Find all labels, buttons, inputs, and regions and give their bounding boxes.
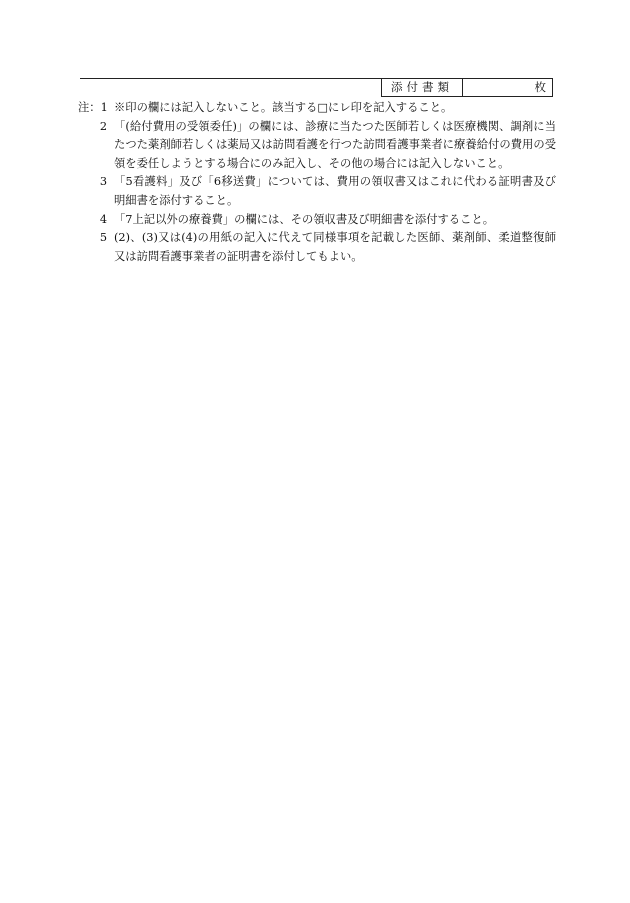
- note-item: [78, 118, 556, 174]
- attachment-count-field[interactable]: [463, 78, 552, 96]
- note-number: 3: [99, 175, 107, 189]
- note-item: [78, 211, 556, 230]
- note-item: [78, 173, 556, 210]
- note-text: 「(給付費用の受領委任)」の欄には、診療に当たつた医師若しくは医療機関、調剤に当たつた薬剤師若しくは薬局又は訪問看護を行つた訪問看護事業者に療養給付の費用の受領を委任しようとする場合にのみ記入し、その他の場合には記入しないこと。: [114, 119, 556, 170]
- note-text: 「7上記以外の療養費」の欄には、その領収書及び明細書を添付すること。: [114, 212, 494, 226]
- note-text: (2)、(3)又は(4)の用紙の記入に代えて同様事項を記載した医師、薬剤師、柔道整復師又は訪問看護事業者の証明書を添付してもよい。: [114, 231, 556, 263]
- note-number: 4: [99, 212, 107, 226]
- note-text: 「5看護料」及び「6移送費」については、費用の領収書又はこれに代わる証明書及び明細書を添付すること。: [114, 175, 556, 207]
- attachment-count-box: [381, 78, 553, 97]
- note-text: ※印の欄には記入しないこと。該当する□にレ印を記入すること。: [114, 101, 453, 114]
- attachment-label: 添付書類: [382, 78, 463, 96]
- note-number: 5: [99, 231, 107, 245]
- note-number: 注：1: [78, 101, 108, 114]
- attachment-unit: 枚: [534, 80, 546, 94]
- note-number: 2: [99, 119, 107, 133]
- note-item: [78, 229, 556, 266]
- note-item: [78, 99, 556, 118]
- notes-section: [78, 99, 556, 266]
